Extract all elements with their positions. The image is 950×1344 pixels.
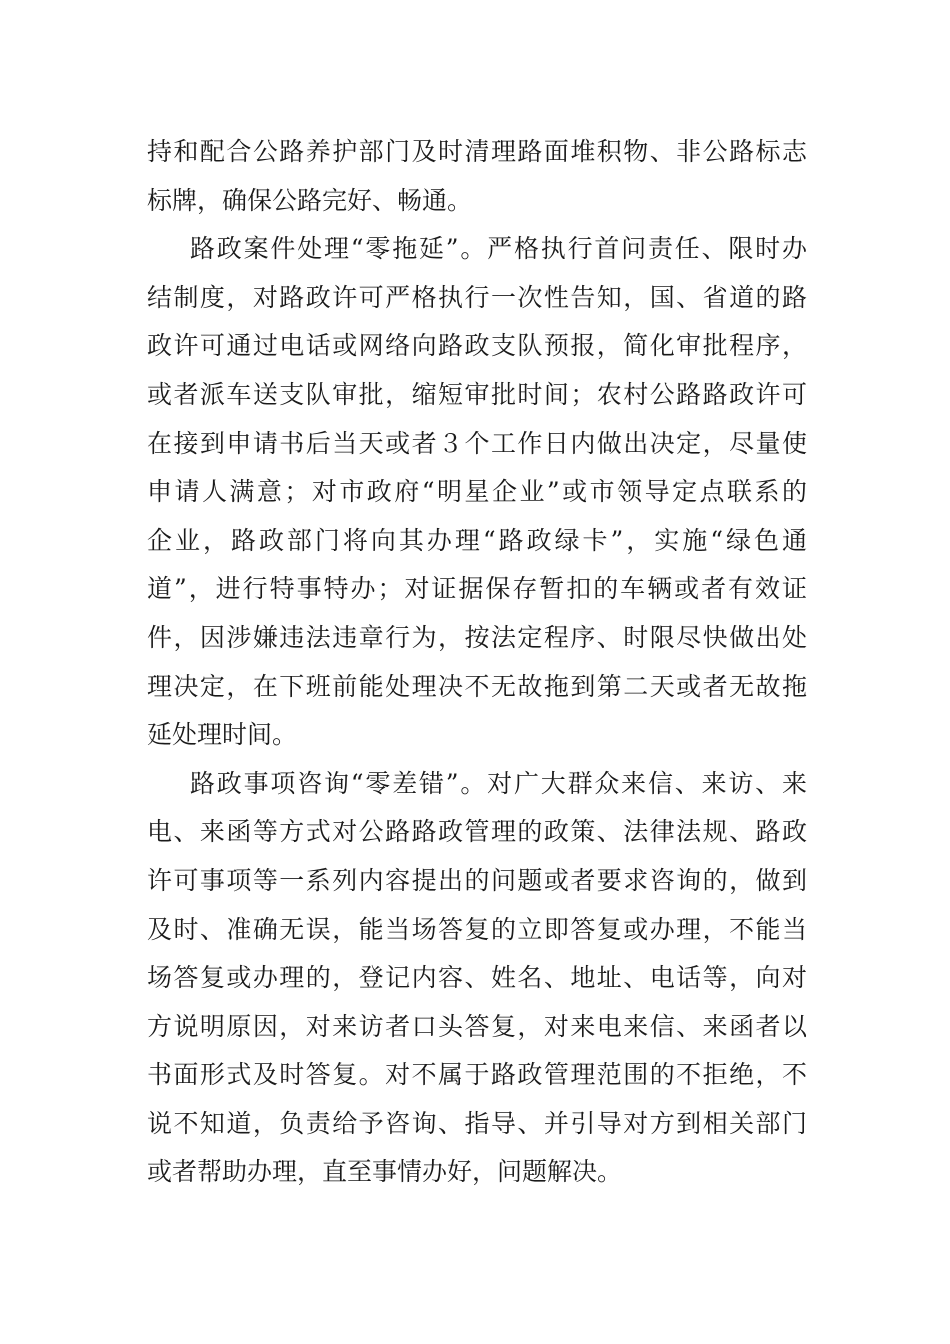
paragraph xyxy=(147,760,807,1197)
text-line: 场答复或办理的，登记内容、姓名、地址、电话等，向对 xyxy=(147,963,807,993)
text-line: 持和配合公路养护部门及时清理路面堆积物、非公路标志 xyxy=(147,137,807,166)
text-line: 结制度，对路政许可严格执行一次性告知，国、省道的路 xyxy=(147,282,807,312)
text-line: 方说明原因，对来访者口头答复，对来电来信、来函者以 xyxy=(147,1011,807,1041)
text-line: 路政事项咨询“零差错”。对广大群众来信、来访、来 xyxy=(190,768,807,798)
text-line: 或者派车送支队审批，缩短审批时间；农村公路路政许可 xyxy=(147,379,807,409)
text-line: 理决定，在下班前能处理决不无故拖到第二天或者无故拖 xyxy=(147,671,807,701)
text-line: 企业，路政部门将向其办理“路政绿卡”，实施“绿色通 xyxy=(147,525,807,555)
text-line: 在接到申请书后当天或者３个工作日内做出决定，尽量使 xyxy=(147,428,807,458)
text-line: 路政案件处理“零拖延”。严格执行首问责任、限时办 xyxy=(190,234,807,264)
text-line: 及时、准确无误，能当场答复的立即答复或办理，不能当 xyxy=(147,914,807,944)
text-line: 或者帮助办理，直至事情办好，问题解决。 xyxy=(147,1157,623,1187)
text-line: 许可事项等一系列内容提出的问题或者要求咨询的，做到 xyxy=(147,865,807,895)
text-line: 申请人满意；对市政府“明星企业”或市领导定点联系的 xyxy=(147,477,807,507)
body-text xyxy=(147,128,807,1197)
text-line: 标牌，确保公路完好、畅通。 xyxy=(147,185,473,215)
text-line: 延处理时间。 xyxy=(147,720,298,750)
text-line: 道”，进行特事特办；对证据保存暂扣的车辆或者有效证 xyxy=(147,574,807,604)
text-line: 电、来函等方式对公路路政管理的政策、法律法规、路政 xyxy=(147,817,807,847)
text-line: 说不知道，负责给予咨询、指导、并引导对方到相关部门 xyxy=(147,1108,807,1138)
text-line: 书面形式及时答复。对不属于路政管理范围的不拒绝，不 xyxy=(147,1060,807,1090)
text-line: 件，因涉嫌违法违章行为，按法定程序、时限尽快做出处 xyxy=(147,622,807,652)
paragraph xyxy=(147,128,807,225)
text-line: 政许可通过电话或网络向路政支队预报，简化审批程序， xyxy=(147,331,807,361)
paragraph xyxy=(147,225,807,760)
